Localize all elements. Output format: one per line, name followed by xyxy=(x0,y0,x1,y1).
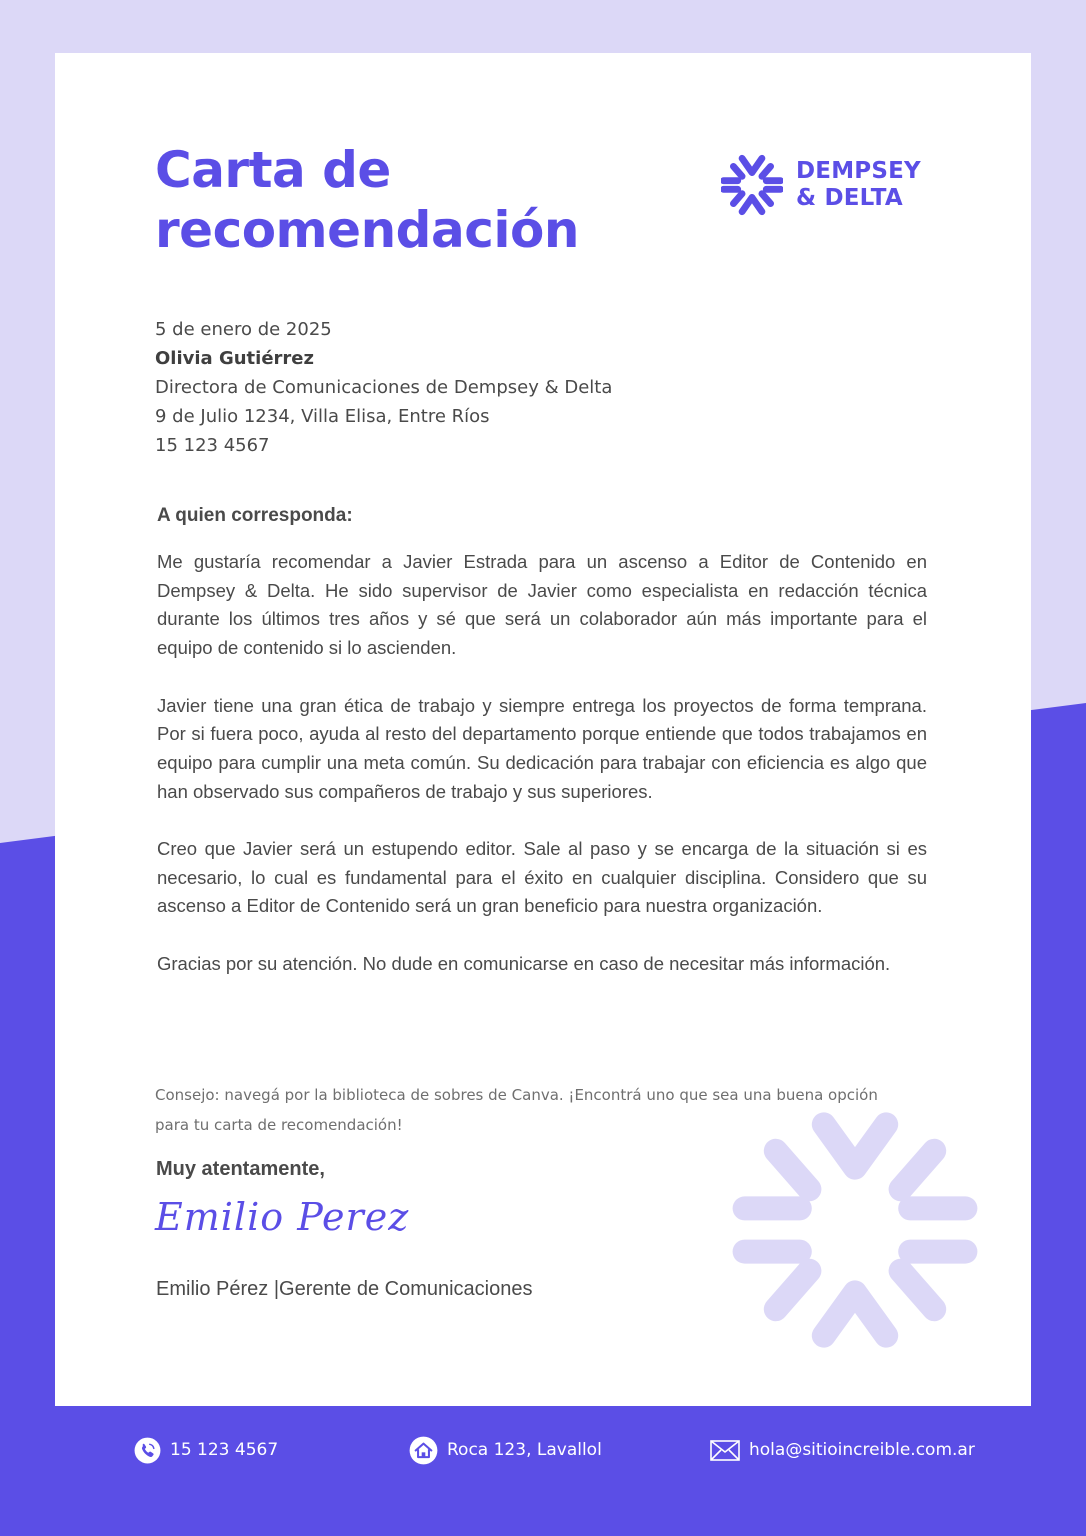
phone-icon xyxy=(134,1437,161,1464)
signer-name-title: Emilio Pérez |Gerente de Comunicaciones xyxy=(156,1278,533,1300)
canva-tip: Consejo: navegá por la biblioteca de sobres de Canva. ¡Encontrá uno que sea una buena opción para tu carta de recomendación! xyxy=(155,1086,878,1134)
handwritten-signature: Emilio Perez xyxy=(155,1195,410,1239)
home-icon xyxy=(409,1436,438,1465)
sender-name: Olivia Gutiérrez xyxy=(155,348,314,369)
footer-email-text: hola@sitioincreible.com.ar xyxy=(749,1440,975,1460)
letter-date: 5 de enero de 2025 xyxy=(155,319,332,340)
closing: Muy atentamente, xyxy=(156,1158,325,1180)
sender-address: 9 de Julio 1234, Villa Elisa, Entre Ríos xyxy=(155,406,490,427)
body-paragraph-1: Me gustaría recomendar a Javier Estrada para un ascenso a Editor de Contenido en Dempsey & Delta. He sido supervisor de Javier como especialista en redacción técnica durante los últimos tres años y sé que será un colaborador aún más importante para el equipo de contenido si lo ascienden. xyxy=(157,551,927,659)
footer-address xyxy=(409,1436,602,1464)
sender-phone: 15 123 4567 xyxy=(155,435,270,456)
starburst-watermark-icon xyxy=(730,1110,980,1350)
envelope-icon xyxy=(710,1440,740,1461)
brand-line-1: DEMPSEY xyxy=(796,158,921,184)
footer-address-text: Roca 123, Lavallol xyxy=(447,1440,602,1460)
title-line-1: Carta de xyxy=(155,141,391,199)
salutation: A quien corresponda: xyxy=(157,505,353,526)
brand-wordmark xyxy=(796,158,921,212)
footer-email[interactable] xyxy=(710,1436,975,1464)
brand-line-2: & DELTA xyxy=(796,185,903,211)
page-title xyxy=(155,140,579,260)
letter-body xyxy=(157,548,927,1007)
sender-block xyxy=(155,315,612,460)
body-paragraph-2: Javier tiene una gran ética de trabajo y siempre entrega los proyectos de forma temprana. Por si fuera poco, ayuda al resto del departamento porque entiende que todos trabajamos en equipo para cumplir una meta común. Su dedicación para trabajar con eficiencia es algo que han observado sus compañeros de trabajo y sus superiores. xyxy=(157,694,927,802)
body-paragraph-3: Creo que Javier será un estupendo editor. Sale al paso y se encarga de la situación si es necesario, lo cual es fundamental para el éxito en cualquier disciplina. Considero que su ascenso a Editor de Contenido será un gran beneficio para nuestra organización. xyxy=(157,838,927,917)
body-paragraph-4: Gracias por su atención. No dude en comunicarse en caso de necesitar más información. xyxy=(157,952,891,974)
footer-phone-text: 15 123 4567 xyxy=(170,1440,279,1460)
footer-phone[interactable] xyxy=(134,1436,278,1464)
starburst-chevrons-icon xyxy=(721,154,783,216)
title-line-2: recomendación xyxy=(155,201,579,259)
sender-role: Directora de Comunicaciones de Dempsey & Delta xyxy=(155,377,613,398)
